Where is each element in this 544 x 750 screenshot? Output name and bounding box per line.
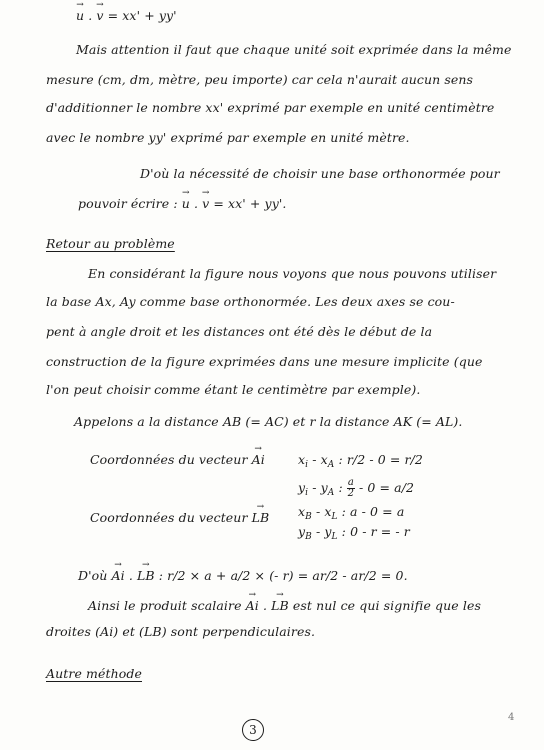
formula-line-writing (78, 196, 287, 212)
vector-ai: → Ai (246, 598, 259, 614)
text-line: droites (Ai) et (LB) sont perpendiculaires. (46, 624, 316, 639)
page-number: 3 (242, 719, 264, 741)
subscript: i (305, 460, 309, 470)
subscript: A (327, 488, 335, 498)
var: x (298, 504, 306, 519)
var: - y (311, 524, 332, 539)
text-fragment: : (334, 480, 347, 495)
scalar-product-line (78, 568, 408, 584)
coords-label-ai (90, 452, 265, 468)
coords-label-lb (90, 510, 269, 526)
numerator: a (347, 477, 354, 488)
vector-u: → u (182, 196, 190, 212)
section-heading-retour: Retour au problème (46, 236, 175, 251)
coord-y-lb (298, 524, 410, 545)
text-fragment: Ainsi le produit scalaire (88, 598, 246, 613)
subscript: B (305, 512, 312, 522)
text-line: mesure (cm, dm, mètre, peu importe) car cela n'aurait aucun sens (46, 72, 474, 87)
conclusion-line (88, 598, 481, 614)
formula-rest: : r/2 - 0 = r/2 (334, 452, 423, 467)
text-line: En considérant la figure nous voyons que nous pouvons utiliser (88, 266, 497, 281)
text-fragment: Coordonnées du vecteur (90, 452, 252, 467)
vector-ai: → Ai (112, 568, 125, 584)
vector-v: → v (96, 8, 103, 24)
formula-rest: : 0 - r = - r (337, 524, 410, 539)
text-fragment: Coordonnées du vecteur (90, 510, 252, 525)
var: - y (308, 480, 328, 495)
formula-rest: - 0 = a/2 (354, 480, 415, 495)
dot-operator: . (84, 8, 97, 23)
text-line: avec le nombre yy' exprimé par exemple en unité mètre. (46, 130, 410, 145)
subscript: L (331, 532, 338, 542)
subscript: B (305, 532, 312, 542)
text-line: la base Ax, Ay comme base orthonormée. Les deux axes se cou- (46, 294, 455, 309)
subscript: L (331, 512, 338, 522)
text-fragment: est nul ce qui signifie que les (288, 598, 481, 613)
text-fragment: D'où (78, 568, 112, 583)
dot-operator: . (189, 196, 203, 211)
formula-rest: = xx' + yy' (103, 8, 177, 23)
formula-rest: : r/2 × a + a/2 × (- r) = ar/2 - ar/2 = 0. (154, 568, 408, 583)
vector-lb: → LB (137, 568, 155, 584)
vector-v: → v (202, 196, 209, 212)
fraction-a-over-2 (347, 478, 355, 499)
formula-line-dot-product (76, 8, 177, 24)
text-line: Mais attention il faut que chaque unité soit exprimée dans la même (76, 42, 512, 57)
subscript: A (327, 460, 335, 470)
text-line: l'on peut choisir comme étant le centimètre par exemple). (46, 382, 421, 397)
vector-lb: → LB (252, 510, 270, 526)
denominator: 2 (347, 488, 355, 499)
vector-lb: → LB (271, 598, 289, 614)
corner-mark: 4 (508, 712, 515, 723)
text-line: d'additionner le nombre xx' exprimé par exemple en unité centimètre (46, 100, 495, 115)
var: - x (308, 452, 328, 467)
var: x (298, 452, 306, 467)
text-line: D'où la nécessité de choisir une base orthonormée pour (140, 166, 500, 181)
text-line: pent à angle droit et les distances ont été dès le début de la (46, 324, 433, 339)
var: y (298, 524, 306, 539)
subscript: i (305, 488, 309, 498)
var: - x (311, 504, 332, 519)
text-line: construction de la figure exprimées dans une mesure implicite (que (46, 354, 483, 369)
section-heading-autre-methode: Autre méthode (46, 666, 142, 681)
text-line: Appelons a la distance AB (= AC) et r la distance AK (= AL). (74, 414, 463, 429)
text-fragment: pouvoir écrire : (78, 196, 182, 211)
coord-x-lb (298, 504, 404, 525)
formula-rest: = xx' + yy'. (209, 196, 287, 211)
vector-u: → u (76, 8, 84, 24)
coord-x-ai (298, 452, 423, 473)
dot-operator: . (258, 598, 272, 613)
dot-operator: . (124, 568, 137, 583)
vector-ai: → Ai (252, 452, 265, 468)
formula-rest: : a - 0 = a (337, 504, 405, 519)
coord-y-ai (298, 478, 414, 501)
var: y (298, 480, 306, 495)
